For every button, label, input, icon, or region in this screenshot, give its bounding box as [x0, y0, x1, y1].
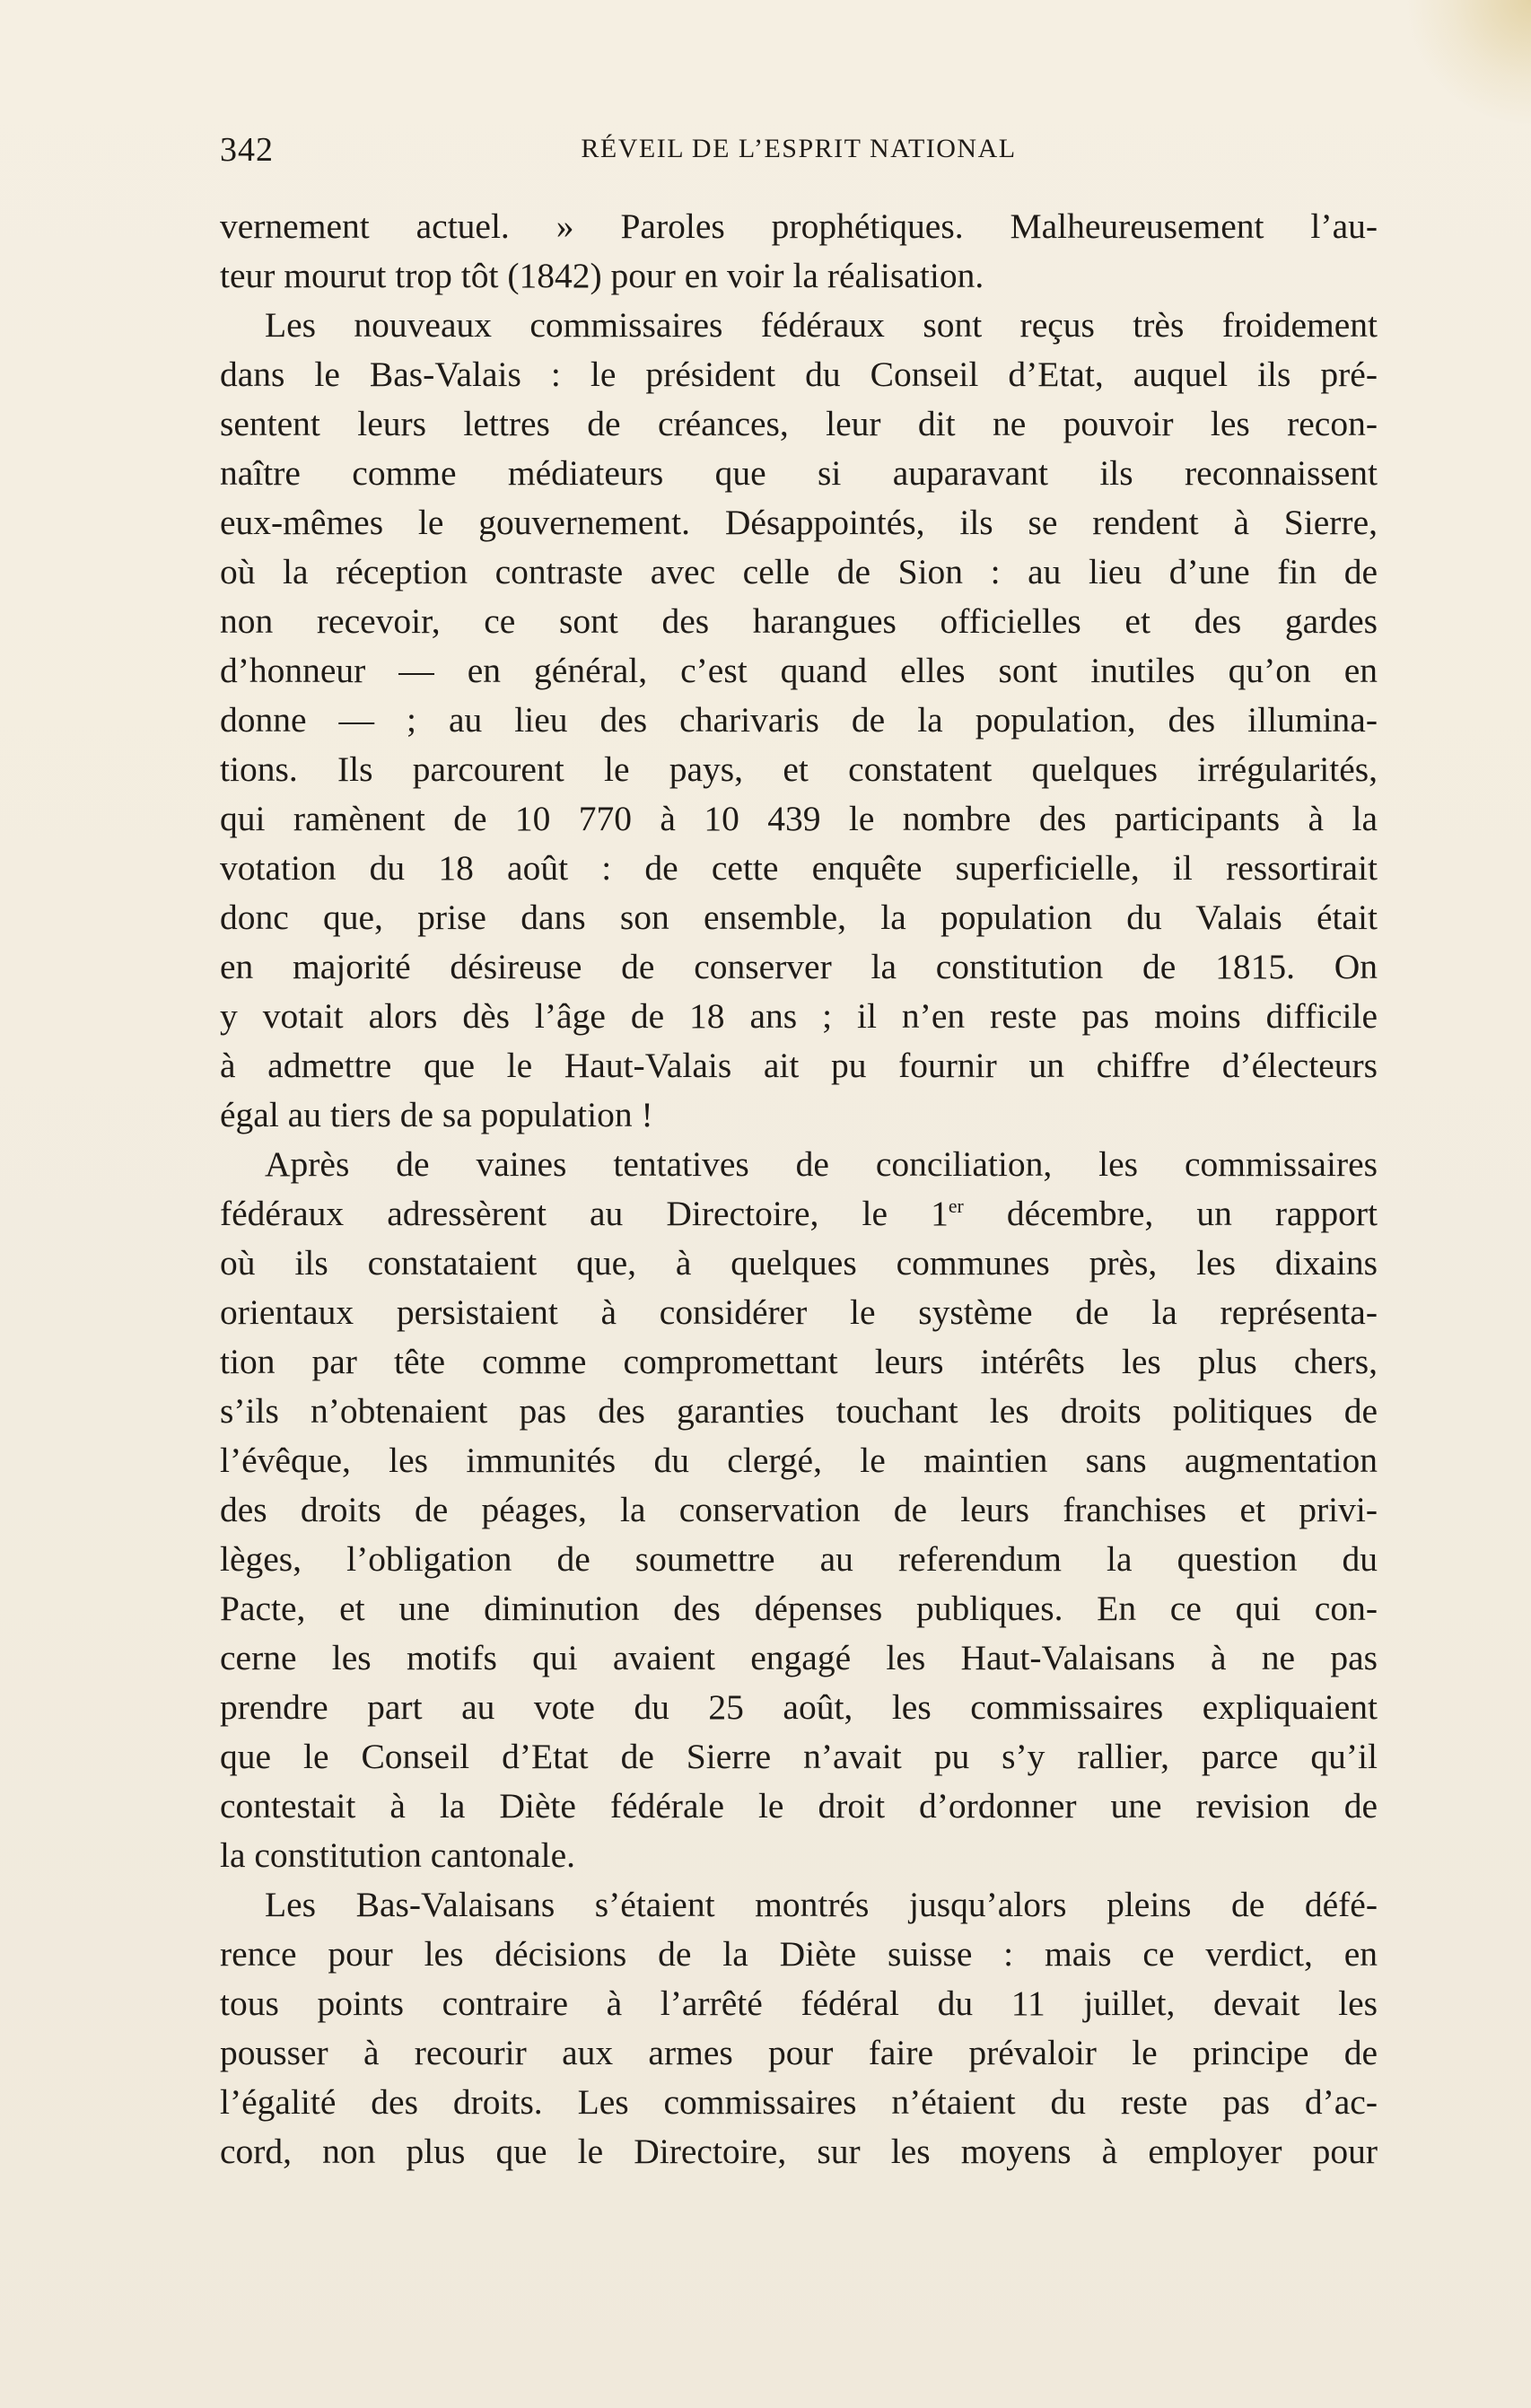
- text-line: vernement actuel. » Paroles prophétiques. Malheureusement l’au-: [220, 206, 1378, 246]
- text-line: d’honneur — en général, c’est quand elles sont inutiles qu’on en: [220, 651, 1378, 690]
- text-line: en majorité désireuse de conserver la constitution de 1815. On: [220, 947, 1378, 986]
- page-header: [220, 130, 1378, 175]
- text-line: égal au tiers de sa population !: [220, 1095, 653, 1134]
- text-line: non recevoir, ce sont des harangues officielles et des gardes: [220, 601, 1378, 641]
- text-line: Les Bas-Valaisans s’étaient montrés jusqu’alors pleins de défé-: [265, 1885, 1378, 1924]
- text-line: la constitution cantonale.: [220, 1835, 575, 1875]
- page-number: 342: [220, 131, 274, 169]
- text-line: rence pour les décisions de la Diète suisse : mais ce verdict, en: [220, 1934, 1378, 1974]
- text-line: orientaux persistaient à considérer le système de la représenta-: [220, 1292, 1378, 1332]
- text-line: y votait alors dès l’âge de 18 ans ; il n’en reste pas moins difficile: [220, 996, 1378, 1036]
- text-line: Après de vaines tentatives de conciliation, les commissaires: [265, 1144, 1378, 1184]
- page-corner-stain: [1405, 0, 1531, 126]
- text-line: à admettre que le Haut-Valais ait pu fournir un chiffre d’électeurs: [220, 1046, 1378, 1085]
- text-line: tous points contraire à l’arrêté fédéral du 11 juillet, devait les: [220, 1983, 1378, 2023]
- text-line: s’ils n’obtenaient pas des garanties touchant les droits politiques de: [220, 1391, 1378, 1431]
- text-line: sentent leurs lettres de créances, leur dit ne pouvoir les recon-: [220, 404, 1378, 443]
- text-line: l’égalité des droits. Les commissaires n’étaient du reste pas d’ac-: [220, 2082, 1378, 2122]
- text-line: naître comme médiateurs que si auparavant ils reconnaissent: [220, 453, 1378, 493]
- text-line: eux-mêmes le gouvernement. Désappointés, ils se rendent à Sierre,: [220, 503, 1378, 542]
- text-line: fédéraux adressèrent au Directoire, le 1er décembre, un rapport: [220, 1194, 1378, 1233]
- text-line: où la réception contraste avec celle de Sion : au lieu d’une fin de: [220, 552, 1378, 591]
- text-line: qui ramènent de 10 770 à 10 439 le nombre des participants à la: [220, 799, 1378, 838]
- text-line: tions. Ils parcourent le pays, et constatent quelques irrégularités,: [220, 749, 1378, 789]
- text-line: Les nouveaux commissaires fédéraux sont reçus très froidement: [265, 305, 1378, 345]
- text-line: donc que, prise dans son ensemble, la population du Valais était: [220, 898, 1378, 937]
- text-line: pousser à recourir aux armes pour faire prévaloir le principe de: [220, 2033, 1378, 2072]
- text-line: dans le Bas-Valais : le président du Conseil d’Etat, auquel ils pré-: [220, 355, 1378, 394]
- paragraph-1: [220, 202, 1378, 301]
- text-line: donne — ; au lieu des charivaris de la population, des illumina-: [220, 700, 1378, 740]
- body-text: [220, 202, 1378, 2176]
- paragraph-4: [220, 1880, 1378, 2176]
- running-title: RÉVEIL DE L’ESPRIT NATIONAL: [581, 134, 1017, 163]
- text-line: tion par tête comme compromettant leurs intérêts les plus chers,: [220, 1342, 1378, 1381]
- text-line: des droits de péages, la conservation de leurs franchises et privi-: [220, 1490, 1378, 1529]
- text-line: contestait à la Diète fédérale le droit d’ordonner une revision de: [220, 1786, 1378, 1826]
- text-line: votation du 18 août : de cette enquête superficielle, il ressortirait: [220, 848, 1378, 888]
- paragraph-2: [220, 301, 1378, 1140]
- text-line: que le Conseil d’Etat de Sierre n’avait pu s’y rallier, parce qu’il: [220, 1737, 1378, 1776]
- text-line: teur mourut trop tôt (1842) pour en voir la réalisation.: [220, 256, 984, 295]
- text-line: cerne les motifs qui avaient engagé les Haut-Valaisans à ne pas: [220, 1638, 1378, 1677]
- text-line: Pacte, et une diminution des dépenses publiques. En ce qui con-: [220, 1589, 1378, 1628]
- text-line: cord, non plus que le Directoire, sur les moyens à employer pour: [220, 2132, 1378, 2171]
- text-line: lèges, l’obligation de soumettre au referendum la question du: [220, 1539, 1378, 1579]
- text-line: l’évêque, les immunités du clergé, le maintien sans augmentation: [220, 1440, 1378, 1480]
- text-line: prendre part au vote du 25 août, les commissaires expliquaient: [220, 1687, 1378, 1727]
- text-line: où ils constataient que, à quelques communes près, les dixains: [220, 1243, 1378, 1283]
- paragraph-3: [220, 1140, 1378, 1880]
